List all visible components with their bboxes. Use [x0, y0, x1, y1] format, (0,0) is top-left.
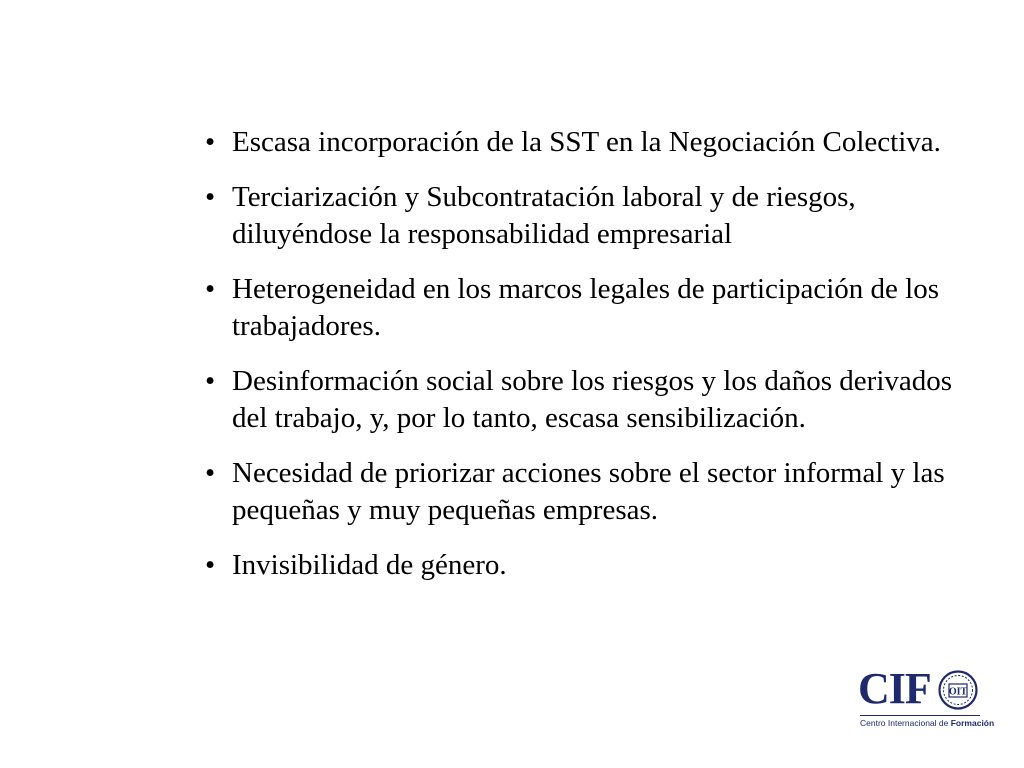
oit-emblem-icon — [938, 670, 978, 710]
bullet-text: Escasa incorporación de la SST en la Negociación Colectiva. — [232, 126, 941, 158]
bullet-item — [205, 124, 965, 161]
logo-top — [858, 664, 982, 713]
bullet-icon: • — [205, 549, 216, 581]
bullet-item — [205, 179, 965, 253]
logo-wordmark: CIF — [858, 664, 931, 713]
bullet-item — [205, 455, 965, 529]
logo-emblem-text: OIT — [948, 686, 968, 698]
bullet-text: Terciarización y Subcontratación laboral y de riesgos, diluyéndose la responsabilidad empresarial — [232, 181, 856, 250]
bullet-item — [205, 363, 965, 437]
bullet-text: Heterogeneidad en los marcos legales de participación de los trabajadores. — [232, 273, 940, 342]
cif-logo — [858, 664, 995, 730]
logo-divider — [860, 715, 980, 716]
logo-caption-regular: Centro Internacional de — [860, 718, 951, 728]
bullet-icon: • — [205, 273, 216, 305]
bullet-text: Desinformación social sobre los riesgos y los daños derivados del trabajo, y, por lo tanto, escasa sensibilización. — [232, 365, 953, 434]
bullet-item — [205, 271, 965, 345]
bullet-icon: • — [205, 457, 216, 489]
bullet-list — [205, 124, 965, 584]
logo-caption-bold: Formación — [950, 718, 995, 728]
bullet-icon: • — [205, 365, 216, 397]
bullet-text: Invisibilidad de género. — [232, 549, 507, 581]
bullet-icon: • — [205, 126, 216, 158]
bullet-text: Necesidad de priorizar acciones sobre el sector informal y las pequeñas y muy pequeñas empresas. — [232, 457, 945, 526]
bullet-icon: • — [205, 181, 216, 213]
logo-caption — [860, 718, 995, 728]
bullet-item — [205, 547, 965, 584]
